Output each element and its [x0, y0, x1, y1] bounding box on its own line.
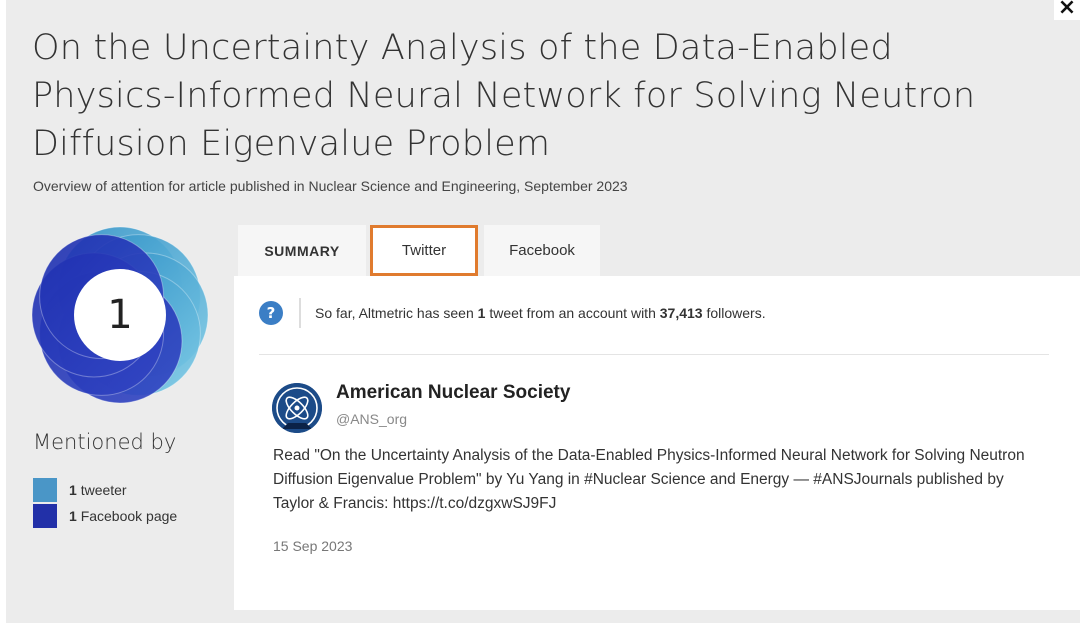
facebook-count: 1 [69, 508, 77, 524]
facebook-label: Facebook page [80, 508, 178, 524]
tab-content [234, 276, 1080, 610]
altmetric-score: 1 [107, 292, 133, 338]
divider [259, 354, 1049, 355]
article-subtitle: Overview of attention for article published in Nuclear Science and Engineering, September 2023 [33, 178, 628, 194]
tab-summary[interactable]: SUMMARY [238, 225, 366, 276]
question-mark-icon[interactable]: ? [259, 301, 283, 325]
tweeter-label: tweeter [80, 482, 127, 498]
tweet-date[interactable]: 15 Sep 2023 [273, 538, 353, 554]
tweeter-count: 1 [69, 482, 77, 498]
article-title: On the Uncertainty Analysis of the Data-Enabled Physics-Informed Neural Network for Solving Neutron Diffusion Eigenvalue Problem [32, 28, 976, 164]
mentioned-by-heading: Mentioned by [33, 430, 177, 454]
tweeter-swatch [33, 478, 57, 502]
tab-facebook[interactable]: Facebook [484, 225, 600, 276]
tab-bar [238, 225, 600, 276]
mentioned-by-legend [33, 477, 177, 529]
close-button[interactable]: × [1054, 0, 1080, 20]
tab-twitter[interactable]: Twitter [370, 225, 478, 276]
facebook-swatch [33, 504, 57, 528]
info-divider [299, 298, 301, 328]
legend-item-facebook [33, 503, 177, 529]
tweet-text: Read "On the Uncertainty Analysis of the Data-Enabled Physics-Informed Neural Network for Solving Neutron Diffusion Eigenvalue Problem" by Yu Yang in #Nuclear Science and Energy — #ANSJournals published by Taylor & Francis: https://t.co/dzgxwSJ9FJ [273, 447, 1025, 512]
info-row [259, 298, 766, 328]
atom-icon[interactable] [272, 383, 322, 433]
legend-item-tweeter [33, 477, 177, 503]
tweet-author[interactable]: American Nuclear Society [336, 382, 571, 403]
tweet-handle[interactable]: @ANS_org [336, 411, 408, 427]
info-text: So far, Altmetric has seen 1 tweet from an account with 37,413 followers. [315, 305, 766, 321]
